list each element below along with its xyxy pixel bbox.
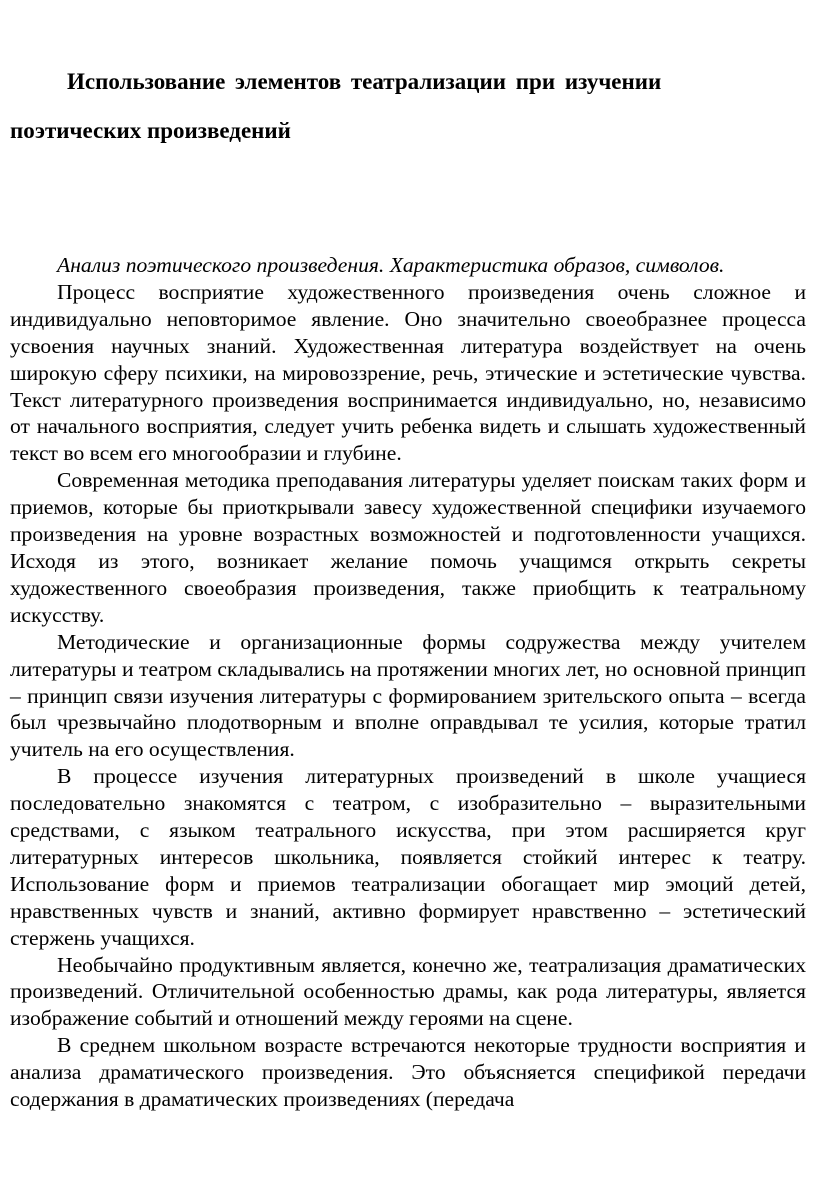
paragraph-3: Методические и организационные формы содружества между учителем литературы и театром складывались на протяжении многих лет, но основной принцип – принцип связи изучения литературы с формированием зрительского опыта – всегда был чрезвычайно плодотворным и вполне оправдывал те усилия, которые тратил учитель на его осуществления. <box>10 629 806 762</box>
document-title <box>10 57 806 155</box>
paragraph-2: Современная методика преподавания литературы уделяет поискам таких форм и приемов, которые бы приоткрывали завесу художественной специфики изучаемого произведения на уровне возрастных возможностей и подготовленности учащихся. Исходя из этого, возникает желание помочь учащимся открыть секреты художественного своеобразия произведения, также приобщить к театральному искусству. <box>10 468 806 627</box>
paragraph-6: В среднем школьном возрасте встречаются некоторые трудности восприятия и анализа драматического произведения. Это объясняется спецификой передачи содержания в драматических произведениях (передача <box>10 1033 806 1112</box>
paragraph-1: Процесс восприятие художественного произведения очень сложное и индивидуально неповторимое явление. Оно значительно своеобразнее процесса усвоения научных знаний. Художественная литература воздействует на очень широкую сферу психики, на мировоззрение, речь, этические и эстетические чувства. Текст литературного произведения воспринимается индивидуально, но, независимо от начального восприятия, следует учить ребенка видеть и слышать художественный текст во всем его многообразии и глубине. <box>10 279 806 466</box>
title-line-1: Использование элементов театрализации при изучении <box>67 69 662 94</box>
paragraph-4: В процессе изучения литературных произведений в школе учащиеся последовательно знакомятся с театром, с изобразительно – выразительными средствами, с языком театрального искусства, при этом расширяется круг литературных интересов школьника, появляется стойкий интерес к театру. Использование форм и приемов театрализации обогащает мир эмоций детей, нравственных чувств и знаний, активно формирует нравственно – эстетический стержень учащихся. <box>10 764 806 950</box>
paragraph-5: Необычайно продуктивным является, конечно же, театрализация драматических произведений. Отличительной особенностью драмы, как рода литературы, является изображение событий и отношений между героями на сцене. <box>10 952 806 1031</box>
title-line-2: поэтических произведений <box>10 118 291 143</box>
section-subheading: Анализ поэтического произведения. Характеристика образов, символов. <box>57 253 725 277</box>
document-body <box>10 252 806 1113</box>
